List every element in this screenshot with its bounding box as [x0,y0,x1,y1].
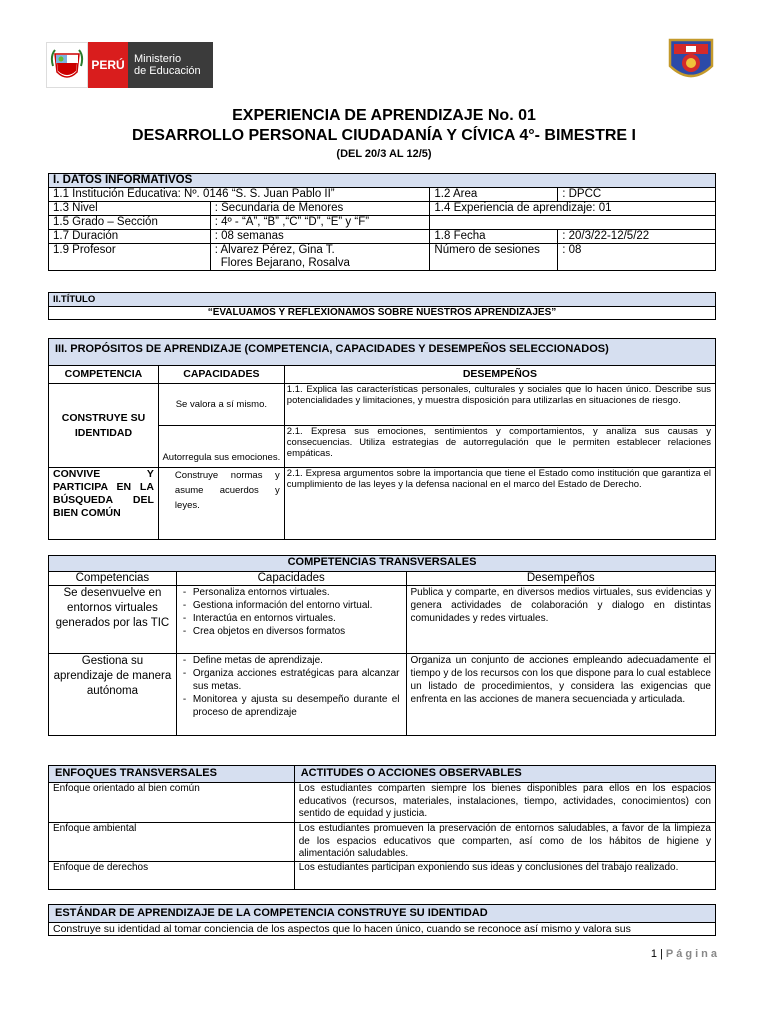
ministry-label [128,42,213,88]
enfoque-derechos: Enfoque de derechos [49,861,295,889]
fecha-value: : 20/3/22-12/5/22 [558,230,716,244]
transversales-table [48,555,716,736]
col-desempenos: DESEMPEÑOS [284,366,715,384]
propositos-table [48,338,716,540]
estandar-text: Construye su identidad al tomar conciencia de los aspectos que lo hacen único, cuando se reconoce así mismo y valora sus [49,923,716,936]
area-label: 1.2 Area [430,188,558,202]
enfoques-col2: ACTITUDES O ACCIONES OBSERVABLES [294,766,715,783]
desempeno-2-1a: 2.1. Expresa sus emociones, sentimientos y comportamientos, y analiza sus causas y consecuencias. Utiliza estrategias de autorregulación que le permiten establecer relaciones empáticas. [284,426,715,468]
profesor-1: : Alvarez Pérez, Gina T. [214,244,335,256]
title-line1: EXPERIENCIA DE APRENDIZAJE No. 01 [232,107,536,124]
capacidad-normas: Construye normas y asume acuerdos y leyes. [158,468,284,540]
profesor-2: Flores Bejarano, Rosalva [220,257,350,269]
competencia-convive: CONVIVE Y PARTICIPA EN LA BÚSQUEDA DEL BIEN COMÚN [49,468,159,540]
area-value: : DPCC [558,188,716,202]
actitud-derechos: Los estudiantes participan exponiendo sus ideas y conclusiones del trabajo realizado. [294,861,715,889]
col-capacidades: CAPACIDADES [158,366,284,384]
duracion-label: 1.7 Duración [49,230,211,244]
nivel-label: 1.3 Nivel [49,202,211,216]
transversales-header: COMPETENCIAS TRANSVERSALES [49,556,716,572]
page-separator: | [660,948,663,960]
estandar-table [48,904,716,936]
tcap-item: - Monitorea y ajusta su desempeño durante el proceso de aprendizaje [179,693,400,719]
titulo-table [48,292,716,320]
tcol-capacidades: Capacidades [176,572,406,586]
tcomp-autonoma: Gestiona su aprendizaje de manera autónoma [49,654,177,736]
institucion-cell: 1.1 Institución Educativa: Nº. 0146 “S. S. Juan Pablo II” [49,188,430,202]
sesiones-value: : 08 [558,244,716,271]
title-dates: (DEL 20/3 AL 12/5) [336,148,432,160]
tcomp-tic: Se desenvuelve en entornos virtuales generados por las TIC [49,586,177,654]
capacidad-valora: Se valora a sí mismo. [158,384,284,426]
sesiones-label: Número de sesiones [430,244,558,271]
capacidad-autorregula: Autorregula sus emociones. [158,426,284,468]
experiencia-cell: 1.4 Experiencia de aprendizaje: 01 [430,202,716,216]
titulo-text: “EVALUAMOS Y REFLEXIONAMOS SOBRE NUESTROS APRENDIZAJES” [49,307,716,320]
minedu-logo [46,42,213,88]
ministry-line2: de Educación [134,65,201,77]
enfoques-table [48,765,716,890]
tcap-item: - Define metas de aprendizaje. [179,654,400,667]
ministry-line1: Ministerio [134,53,182,65]
desempeno-1-1: 1.1. Explica las características personales, culturales y sociales que lo hacen único. Describe sus potencialidades y limitaciones, y muestra disposición para utilizarlas en situaciones de riesgo. [284,384,715,426]
tcol-desempenos: Desempeños [406,572,715,586]
page-number: 1 [650,948,657,960]
nivel-value: : Secundaria de Menores [210,202,430,216]
desempeno-2-1b: 2.1. Expresa argumentos sobre la importancia que tiene el Estado como institución que garantiza el cumplimiento de las leyes y la defensa nacional en el marco del Estado de Derecho. [284,468,715,540]
page-word: Página [665,948,720,960]
fecha-label: 1.8 Fecha [430,230,558,244]
enfoque-bien-comun: Enfoque orientado al bien común [49,783,295,823]
tcap-item: - Interactúa en entornos virtuales. [179,612,400,625]
tcap-item: - Organiza acciones estratégicas para alcanzar sus metas. [179,667,400,693]
duracion-value: : 08 semanas [210,230,430,244]
enfoques-col1: ENFOQUES TRANSVERSALES [49,766,295,783]
tcap-item: - Gestiona información del entorno virtual. [179,599,400,612]
peru-label: PERÚ [88,42,128,88]
estandar-header: ESTÁNDAR DE APRENDIZAJE DE LA COMPETENCIA CONSTRUYE SU IDENTIDAD [49,905,716,923]
enfoque-ambiental: Enfoque ambiental [49,823,295,862]
title-line2: DESARROLLO PERSONAL CIUDADANÍA Y CÍVICA 4°- BIMESTRE I [132,127,636,144]
tcap-item: - Crea objetos en diversos formatos [179,625,400,638]
tcaps-autonoma [176,654,406,736]
titulo-header: II.TÍTULO [49,293,716,307]
propositos-header: III. PROPÓSITOS DE APRENDIZAJE (COMPETENCIA, CAPACIDADES Y DESEMPEÑOS SELECCIONADOS) [49,339,716,366]
peru-emblem-icon [46,42,88,88]
datos-header: I. DATOS INFORMATIVOS [49,174,716,188]
document-title [0,106,768,162]
profesor-value [210,244,430,271]
page-footer [620,948,720,960]
tcap-item: - Personaliza entornos virtuales. [179,586,400,599]
school-crest-icon [666,36,716,86]
actitud-ambiental: Los estudiantes promueven la preservación de entornos saludables, a favor de la limpieza de los espacios educativos que comparten, así como de los hábitos de higiene y alimentación saludables. [294,823,715,862]
grado-value: : 4º - “A”, “B” ,“C” “D”, “E” y “F” [210,216,430,230]
tcol-competencias: Competencias [49,572,177,586]
actitud-bien-comun: Los estudiantes comparten siempre los bienes disponibles para ellos en los espacios educativos (recursos, materiales, instalaciones, tiempo, actividades, conocimientos) con sentido de equidad y justicia. [294,783,715,823]
empty-cell [430,216,716,230]
tdes-tic: Publica y comparte, en diversos medios virtuales, sus evidencias y genera actividades de colaboración y dialogo en distintas comunidades y redes virtuales. [406,586,715,654]
datos-informativos-table [48,173,716,271]
profesor-label: 1.9 Profesor [49,244,211,271]
col-competencia: COMPETENCIA [49,366,159,384]
grado-label: 1.5 Grado – Sección [49,216,211,230]
tcaps-tic [176,586,406,654]
competencia-identidad: CONSTRUYE SU IDENTIDAD [49,384,159,468]
tdes-autonoma: Organiza un conjunto de acciones empleando adecuadamente el tiempo y de los recursos con los que dispone para lo cual establece un listado de procedimientos, y considera las exigencias que enfrenta en las acciones de manera secuenciada y articulada. [406,654,715,736]
